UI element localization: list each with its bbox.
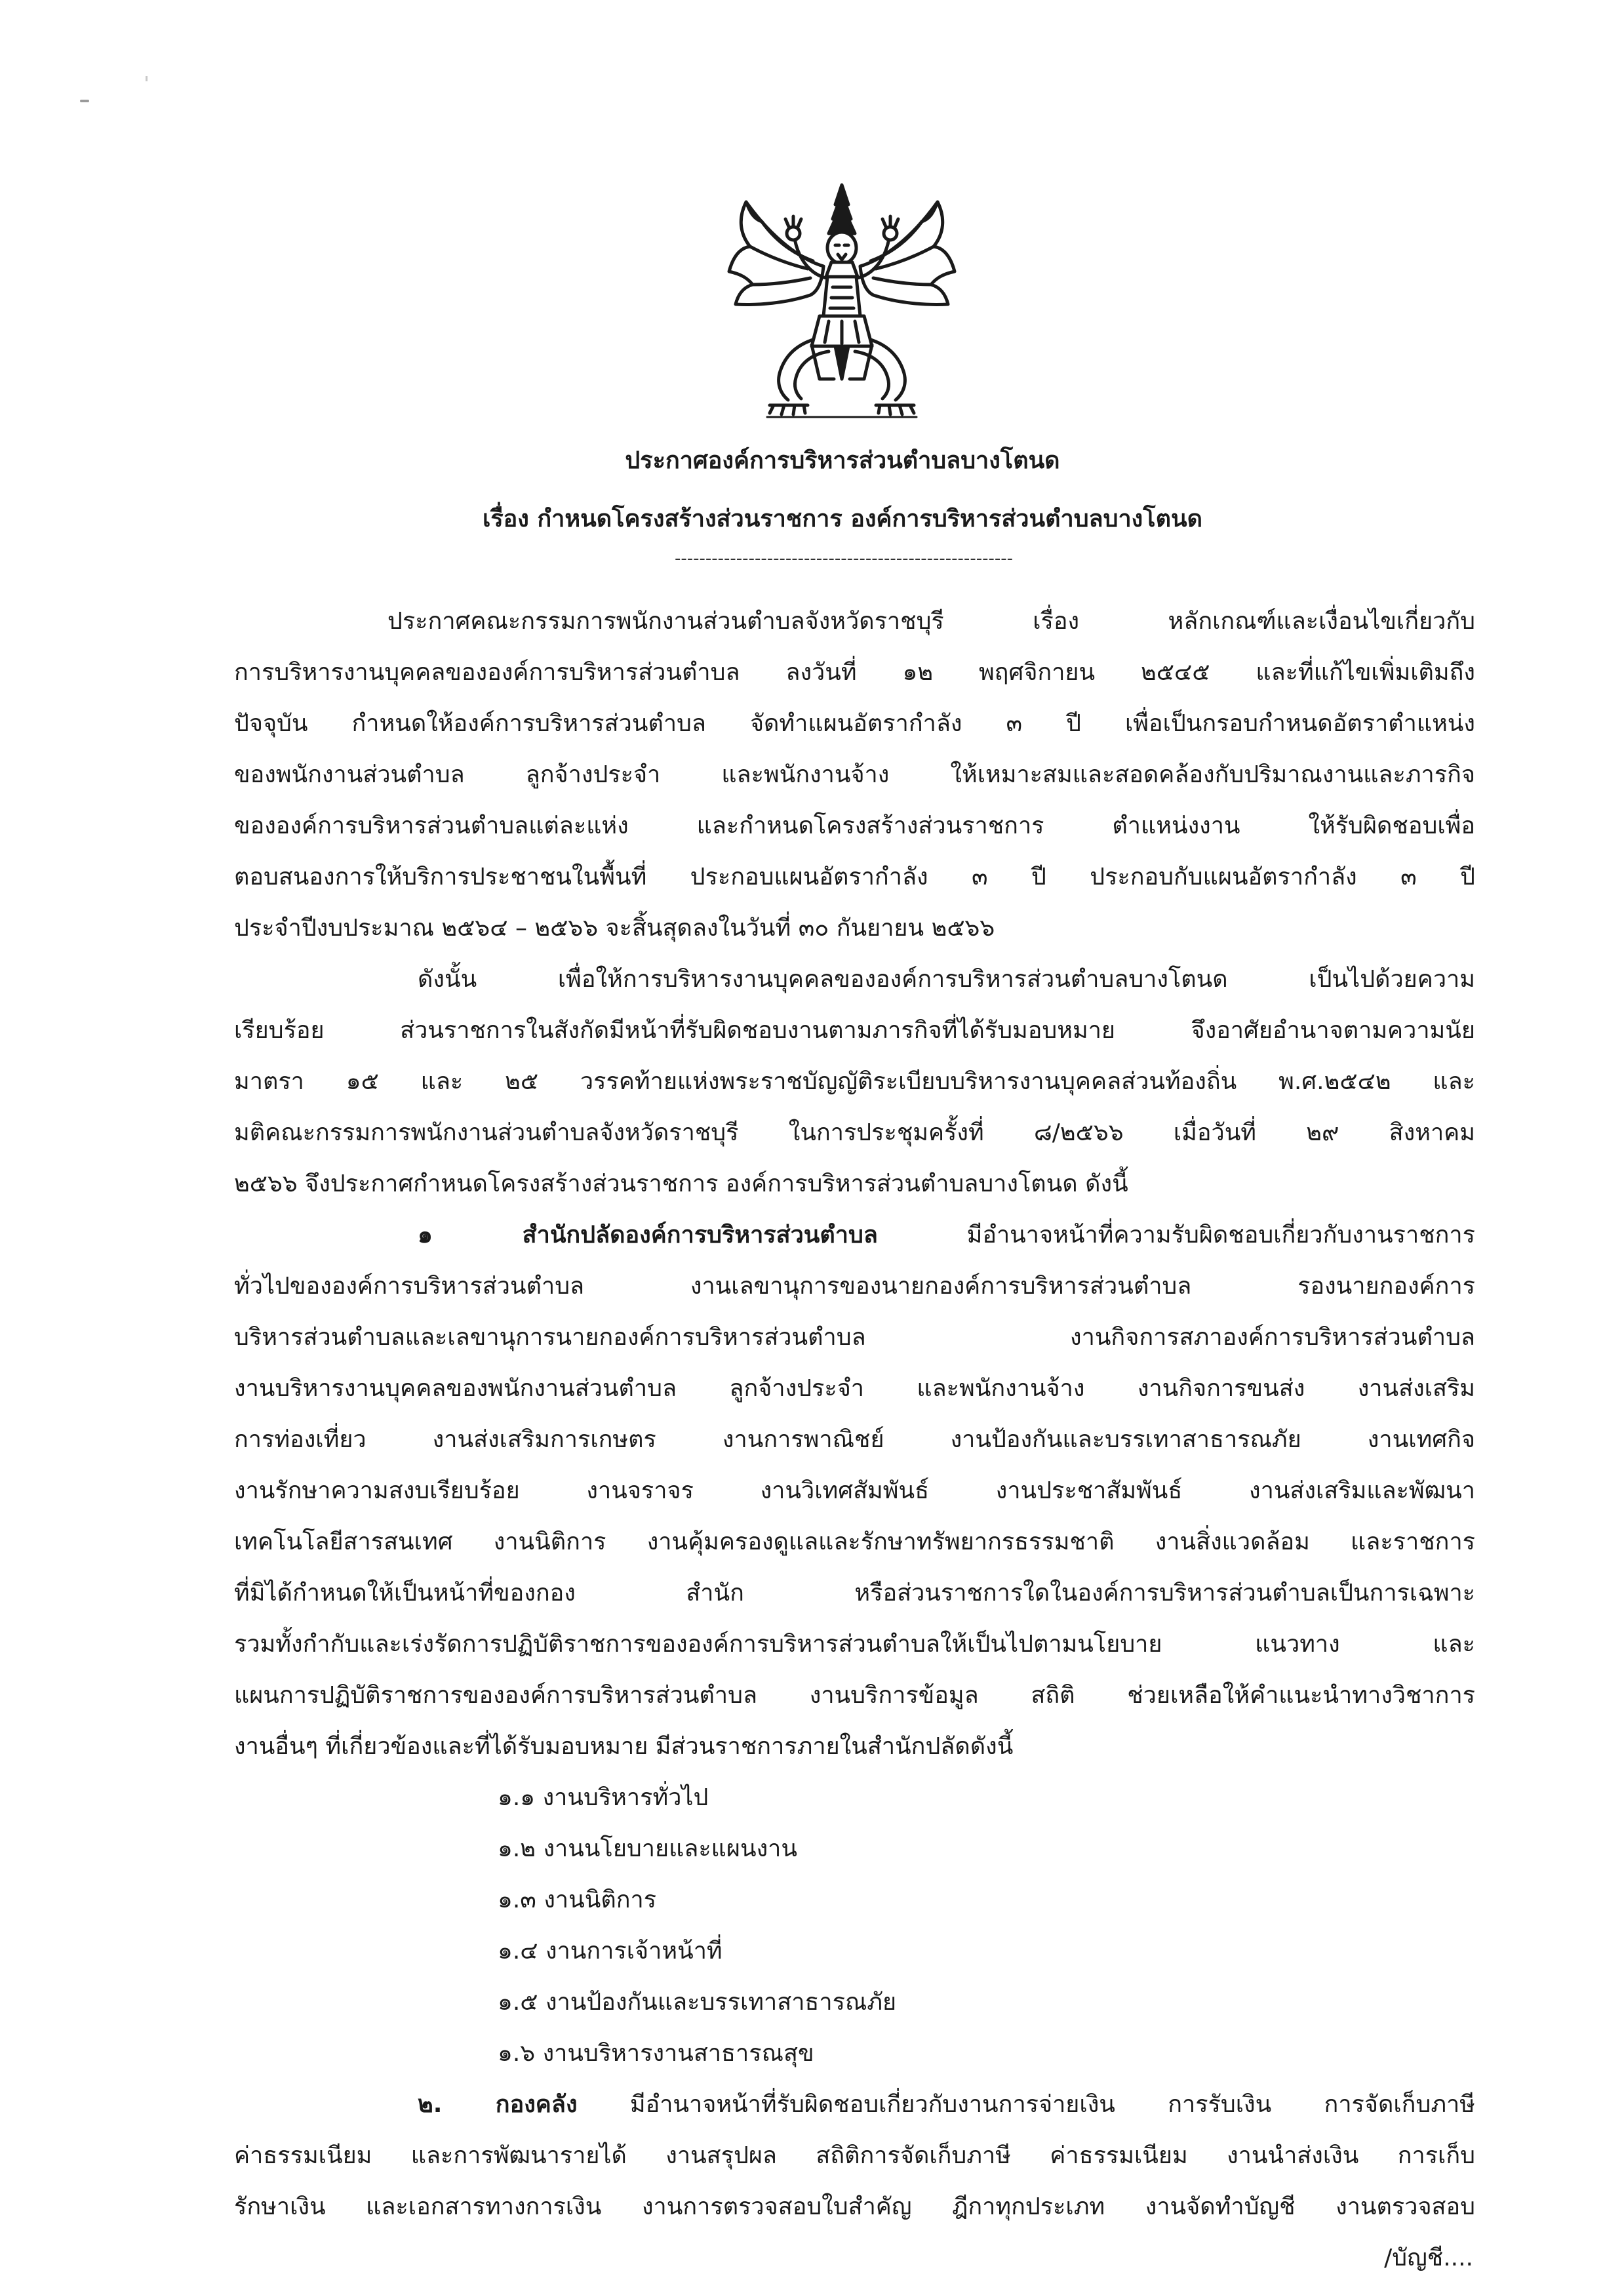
- intro-line: ประจำปีงบประมาณ ๒๕๖๔ – ๒๕๖๖ จะสิ้นสุดลงในวันที่ ๓๐ กันยายน ๒๕๖๖: [234, 915, 995, 942]
- section-1-line: งานรักษาความสงบเรียบร้อย งานจราจร งานวิเทศสัมพันธ์ งานประชาสัมพันธ์ งานส่งเสริมและพัฒนา: [234, 1477, 1475, 1504]
- section-2-heading-rest: มีอำนาจหน้าที่รับผิดชอบเกี่ยวกับงานการจ่ายเงิน การรับเงิน การจัดเก็บภาษี: [577, 2091, 1475, 2118]
- section-2-first-line: [234, 2079, 1475, 2130]
- section-2-line: รักษาเงิน และเอกสารทางการเงิน งานการตรวจสอบใบสำคัญ ฎีกาทุกประเภท งานจัดทำบัญชี งานตรวจสอบ: [234, 2193, 1475, 2220]
- document-subject: เรื่อง กำหนดโครงสร้างส่วนราชการ องค์การบริหารส่วนตำบลบางโตนด: [483, 506, 1202, 532]
- section-1-line: งานบริหารงานบุคคลของพนักงานส่วนตำบล ลูกจ้างประจำ และพนักงานจ้าง งานกิจการขนส่ง งานส่งเสริม: [234, 1375, 1475, 1402]
- page-continuation: /บัญชี....: [1384, 2245, 1473, 2271]
- section-1-line: ทั่วไปขององค์การบริหารส่วนตำบล งานเลขานุการของนายกองค์การบริหารส่วนตำบล รองนายกองค์การ: [234, 1273, 1475, 1300]
- sub-unit-item: ๑.๕ งานป้องกันและบรรเทาสาธารณภัย: [498, 1989, 897, 2016]
- intro-line: ตอบสนองการให้บริการประชาชนในพื้นที่ ประกอบแผนอัตรากำลัง ๓ ปี ประกอบกับแผนอัตรากำลัง ๓ ปี: [234, 864, 1475, 890]
- intro-line: ประกาศคณะกรรมการพนักงานส่วนตำบลจังหวัดราชบุรี เรื่อง หลักเกณฑ์และเงื่อนไขเกี่ยวกับ: [387, 608, 1475, 635]
- scan-speck: [146, 76, 148, 81]
- resolution-line: มติคณะกรรมการพนักงานส่วนตำบลจังหวัดราชบุรี ในการประชุมครั้งที่ ๘/๒๕๖๖ เมื่อวันที่ ๒๙ สิงหาคม: [234, 1119, 1475, 1146]
- document-title: ประกาศองค์การบริหารส่วนตำบลบางโตนด: [625, 447, 1060, 474]
- intro-line: ปัจจุบัน กำหนดให้องค์การบริหารส่วนตำบล จัดทำแผนอัตรากำลัง ๓ ปี เพื่อเป็นกรอบกำหนดอัตราตำแหน่ง: [234, 710, 1475, 737]
- section-1-line: การท่องเที่ยว งานส่งเสริมการเกษตร งานการพาณิชย์ งานป้องกันและบรรเทาสาธารณภัย งานเทศกิจ: [234, 1426, 1475, 1453]
- intro-line: การบริหารงานบุคคลขององค์การบริหารส่วนตำบล ลงวันที่ ๑๒ พฤศจิกายน ๒๕๔๕ และที่แก้ไขเพิ่มเติมถึง: [234, 659, 1475, 686]
- section-1-line: เทคโนโลยีสารสนเทศ งานนิติการ งานคุ้มครองดูแลและรักษาทรัพยากรธรรมชาติ งานสิ่งแวดล้อม และราชการ: [234, 1528, 1475, 1555]
- resolution-line: มาตรา ๑๕ และ ๒๕ วรรคท้ายแห่งพระราชบัญญัติระเบียบบริหารงานบุคคลส่วนท้องถิ่น พ.ศ.๒๕๔๒ และ: [234, 1068, 1475, 1095]
- sub-unit-item: ๑.๒ งานนโยบายและแผนงาน: [498, 1835, 797, 1862]
- document-body: [234, 596, 1475, 2233]
- resolution-line: เรียบร้อย ส่วนราชการในสังกัดมีหน้าที่รับผิดชอบงานตามภารกิจที่ได้รับมอบหมาย จึงอาศัยอำนาจตามความนัย: [234, 1017, 1475, 1044]
- section-1-line: แผนการปฏิบัติราชการขององค์การบริหารส่วนตำบล งานบริการข้อมูล สถิติ ช่วยเหลือให้คำแนะนำทางวิชาการ: [234, 1682, 1475, 1709]
- section-2-heading: ๒. กองคลัง: [418, 2091, 578, 2118]
- scan-speck: [80, 100, 89, 102]
- section-1-heading-rest: มีอำนาจหน้าที่ความรับผิดชอบเกี่ยวกับงานราชการ: [877, 1222, 1475, 1248]
- sub-unit-item: ๑.๑ งานบริหารทั่วไป: [498, 1784, 709, 1811]
- sub-unit-item: ๑.๔ งานการเจ้าหน้าที่: [498, 1938, 723, 1965]
- title-divider: -------------------------------------------------------: [674, 549, 1013, 569]
- section-1-first-line: [234, 1210, 1475, 1261]
- section-1-line: รวมทั้งกำกับและเร่งรัดการปฏิบัติราชการขององค์การบริหารส่วนตำบลให้เป็นไปตามนโยบาย แนวทาง และ: [234, 1631, 1475, 1658]
- section-1-heading: ๑ สำนักปลัดองค์การบริหารส่วนตำบล: [418, 1222, 878, 1248]
- sub-unit-item: ๑.๓ งานนิติการ: [498, 1886, 657, 1913]
- intro-line: ขององค์การบริหารส่วนตำบลแต่ละแห่ง และกำหนดโครงสร้างส่วนราชการ ตำแหน่งงาน ให้รับผิดชอบเพื่อ: [234, 812, 1475, 839]
- section-1-line: ที่มิได้กำหนดให้เป็นหน้าที่ของกอง สำนัก หรือส่วนราชการใดในองค์การบริหารส่วนตำบลเป็นการเฉพาะ: [234, 1580, 1475, 1606]
- section-1-line: งานอื่นๆ ที่เกี่ยวข้องและที่ได้รับมอบหมาย มีส่วนราชการภายในสำนักปลัดดังนี้: [234, 1733, 1014, 1760]
- section-1-line: บริหารส่วนตำบลและเลขานุการนายกองค์การบริหารส่วนตำบล งานกิจการสภาองค์การบริหารส่วนตำบล: [234, 1324, 1475, 1351]
- sub-unit-item: ๑.๖ งานบริหารงานสาธารณสุข: [498, 2040, 814, 2067]
- resolution-line: ๒๕๖๖ จึงประกาศกำหนดโครงสร้างส่วนราชการ องค์การบริหารส่วนตำบลบางโตนด ดังนี้: [234, 1170, 1128, 1197]
- garuda-emblem-icon: [724, 182, 960, 425]
- resolution-line: ดังนั้น เพื่อให้การบริหารงานบุคคลขององค์การบริหารส่วนตำบลบางโตนด เป็นไปด้วยความ: [418, 966, 1475, 993]
- intro-line: ของพนักงานส่วนตำบล ลูกจ้างประจำ และพนักงานจ้าง ให้เหมาะสมและสอดคล้องกับปริมาณงานและภารกิจ: [234, 761, 1475, 788]
- section-2-line: ค่าธรรมเนียม และการพัฒนารายได้ งานสรุปผล สถิติการจัดเก็บภาษี ค่าธรรมเนียม งานนำส่งเงิน การเก็บ: [234, 2142, 1475, 2169]
